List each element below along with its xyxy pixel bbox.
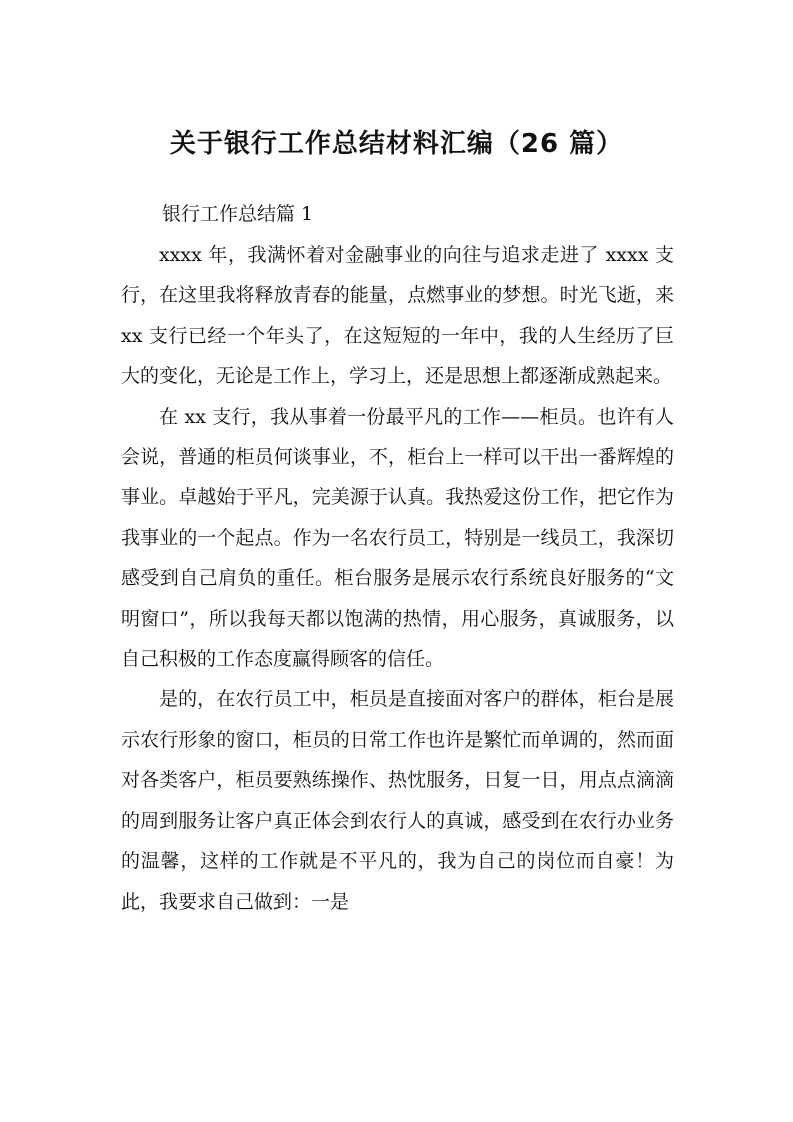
document-body <box>121 235 674 922</box>
section-heading: 银行工作总结篇 1 <box>162 203 314 225</box>
paragraph-2: 在 xx 支行，我从事着一份最平凡的工作——柜员。也许有人会说，普通的柜员何谈事业，不，柜台上一样可以干出一番辉煌的事业。卓越始于平凡，完美源于认真。我热爱这份工作，把它作为我事业的一个起点。作为一名农行员工，特别是一线员工，我深切感受到自己肩负的重任。柜台服务是展示农行系统良好服务的“文明窗口”，所以我每天都以饱满的热情，用心服务，真诚服务，以自己积极的工作态度赢得顾客的信任。 <box>121 405 674 671</box>
document-title: 关于银行工作总结材料汇编（26 篇） <box>169 129 624 159</box>
paragraph-1: xxxx 年，我满怀着对金融事业的向往与追求走进了 xxxx 支行，在这里我将释放青春的能量，点燃事业的梦想。时光飞逝，来 xx 支行已经一个年头了，在这短短的一年中，我的人生经历了巨大的变化，无论是工作上，学习上，还是思想上都逐渐成熟起来。 <box>121 244 674 388</box>
paragraph-3: 是的，在农行员工中，柜员是直接面对客户的群体，柜台是展示农行形象的窗口，柜员的日常工作也许是繁忙而单调的，然而面对各类客户，柜员要熟练操作、热忱服务，日复一日，用点点滴滴的周到服务让客户真正体会到农行人的真诚，感受到在农行办业务的温馨，这样的工作就是不平凡的，我为自己的岗位而自豪！为此，我要求自己做到：一是 <box>121 688 674 913</box>
